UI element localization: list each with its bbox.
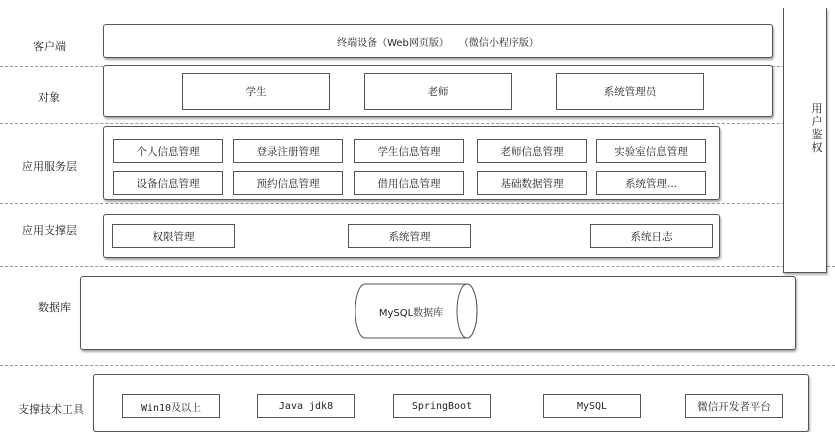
separator-objects-service	[0, 123, 790, 124]
layer-label-objects: 对象	[38, 91, 60, 104]
service-basic-data: 基础数据管理	[477, 171, 587, 195]
layer-label-client: 客户端	[33, 40, 66, 53]
support-system-mgmt: 系统管理	[348, 224, 471, 248]
tool-java-jdk8: Java jdk8	[257, 394, 355, 418]
service-device-info: 设备信息管理	[113, 171, 223, 195]
object-student: 学生	[182, 73, 330, 110]
service-lab-info: 实验室信息管理	[596, 139, 706, 163]
support-system-log: 系统日志	[590, 224, 713, 248]
user-auth-char-4: 权	[811, 141, 823, 154]
layer-label-app-support: 应用支撑层	[22, 224, 77, 237]
object-sysadmin: 系统管理员	[556, 73, 704, 110]
service-personal-info: 个人信息管理	[113, 139, 223, 163]
service-login-register: 登录注册管理	[233, 139, 343, 163]
user-auth-char-1: 用	[811, 102, 823, 115]
separator-support-database	[0, 266, 835, 267]
service-teacher-info: 老师信息管理	[477, 139, 587, 163]
support-permission: 权限管理	[112, 224, 235, 248]
service-system-mgmt: 系统管理...	[596, 171, 706, 195]
client-terminal-box: 终端设备（Web网页版） （微信小程序版）	[103, 24, 773, 58]
object-teacher: 老师	[364, 73, 512, 110]
user-auth-char-3: 鉴	[811, 128, 823, 141]
layer-label-tech-tools: 支撑技术工具	[18, 403, 84, 416]
database-mysql-label: MySQL数据库	[378, 307, 444, 319]
separator-service-support	[0, 203, 790, 204]
user-auth-char-2: 户	[811, 115, 823, 128]
tool-win10: Win10及以上	[122, 394, 220, 418]
layer-label-database: 数据库	[38, 301, 71, 314]
user-auth-label	[810, 102, 824, 154]
tool-wechat-devtools: 微信开发者平台	[685, 394, 783, 418]
layer-label-app-service: 应用服务层	[22, 160, 77, 173]
service-reservation-info: 预约信息管理	[233, 171, 343, 195]
service-student-info: 学生信息管理	[354, 139, 464, 163]
tool-mysql: MySQL	[543, 394, 641, 418]
separator-database-tools	[0, 365, 835, 366]
service-borrow-info: 借用信息管理	[354, 171, 464, 195]
tool-springboot: SpringBoot	[393, 394, 491, 418]
